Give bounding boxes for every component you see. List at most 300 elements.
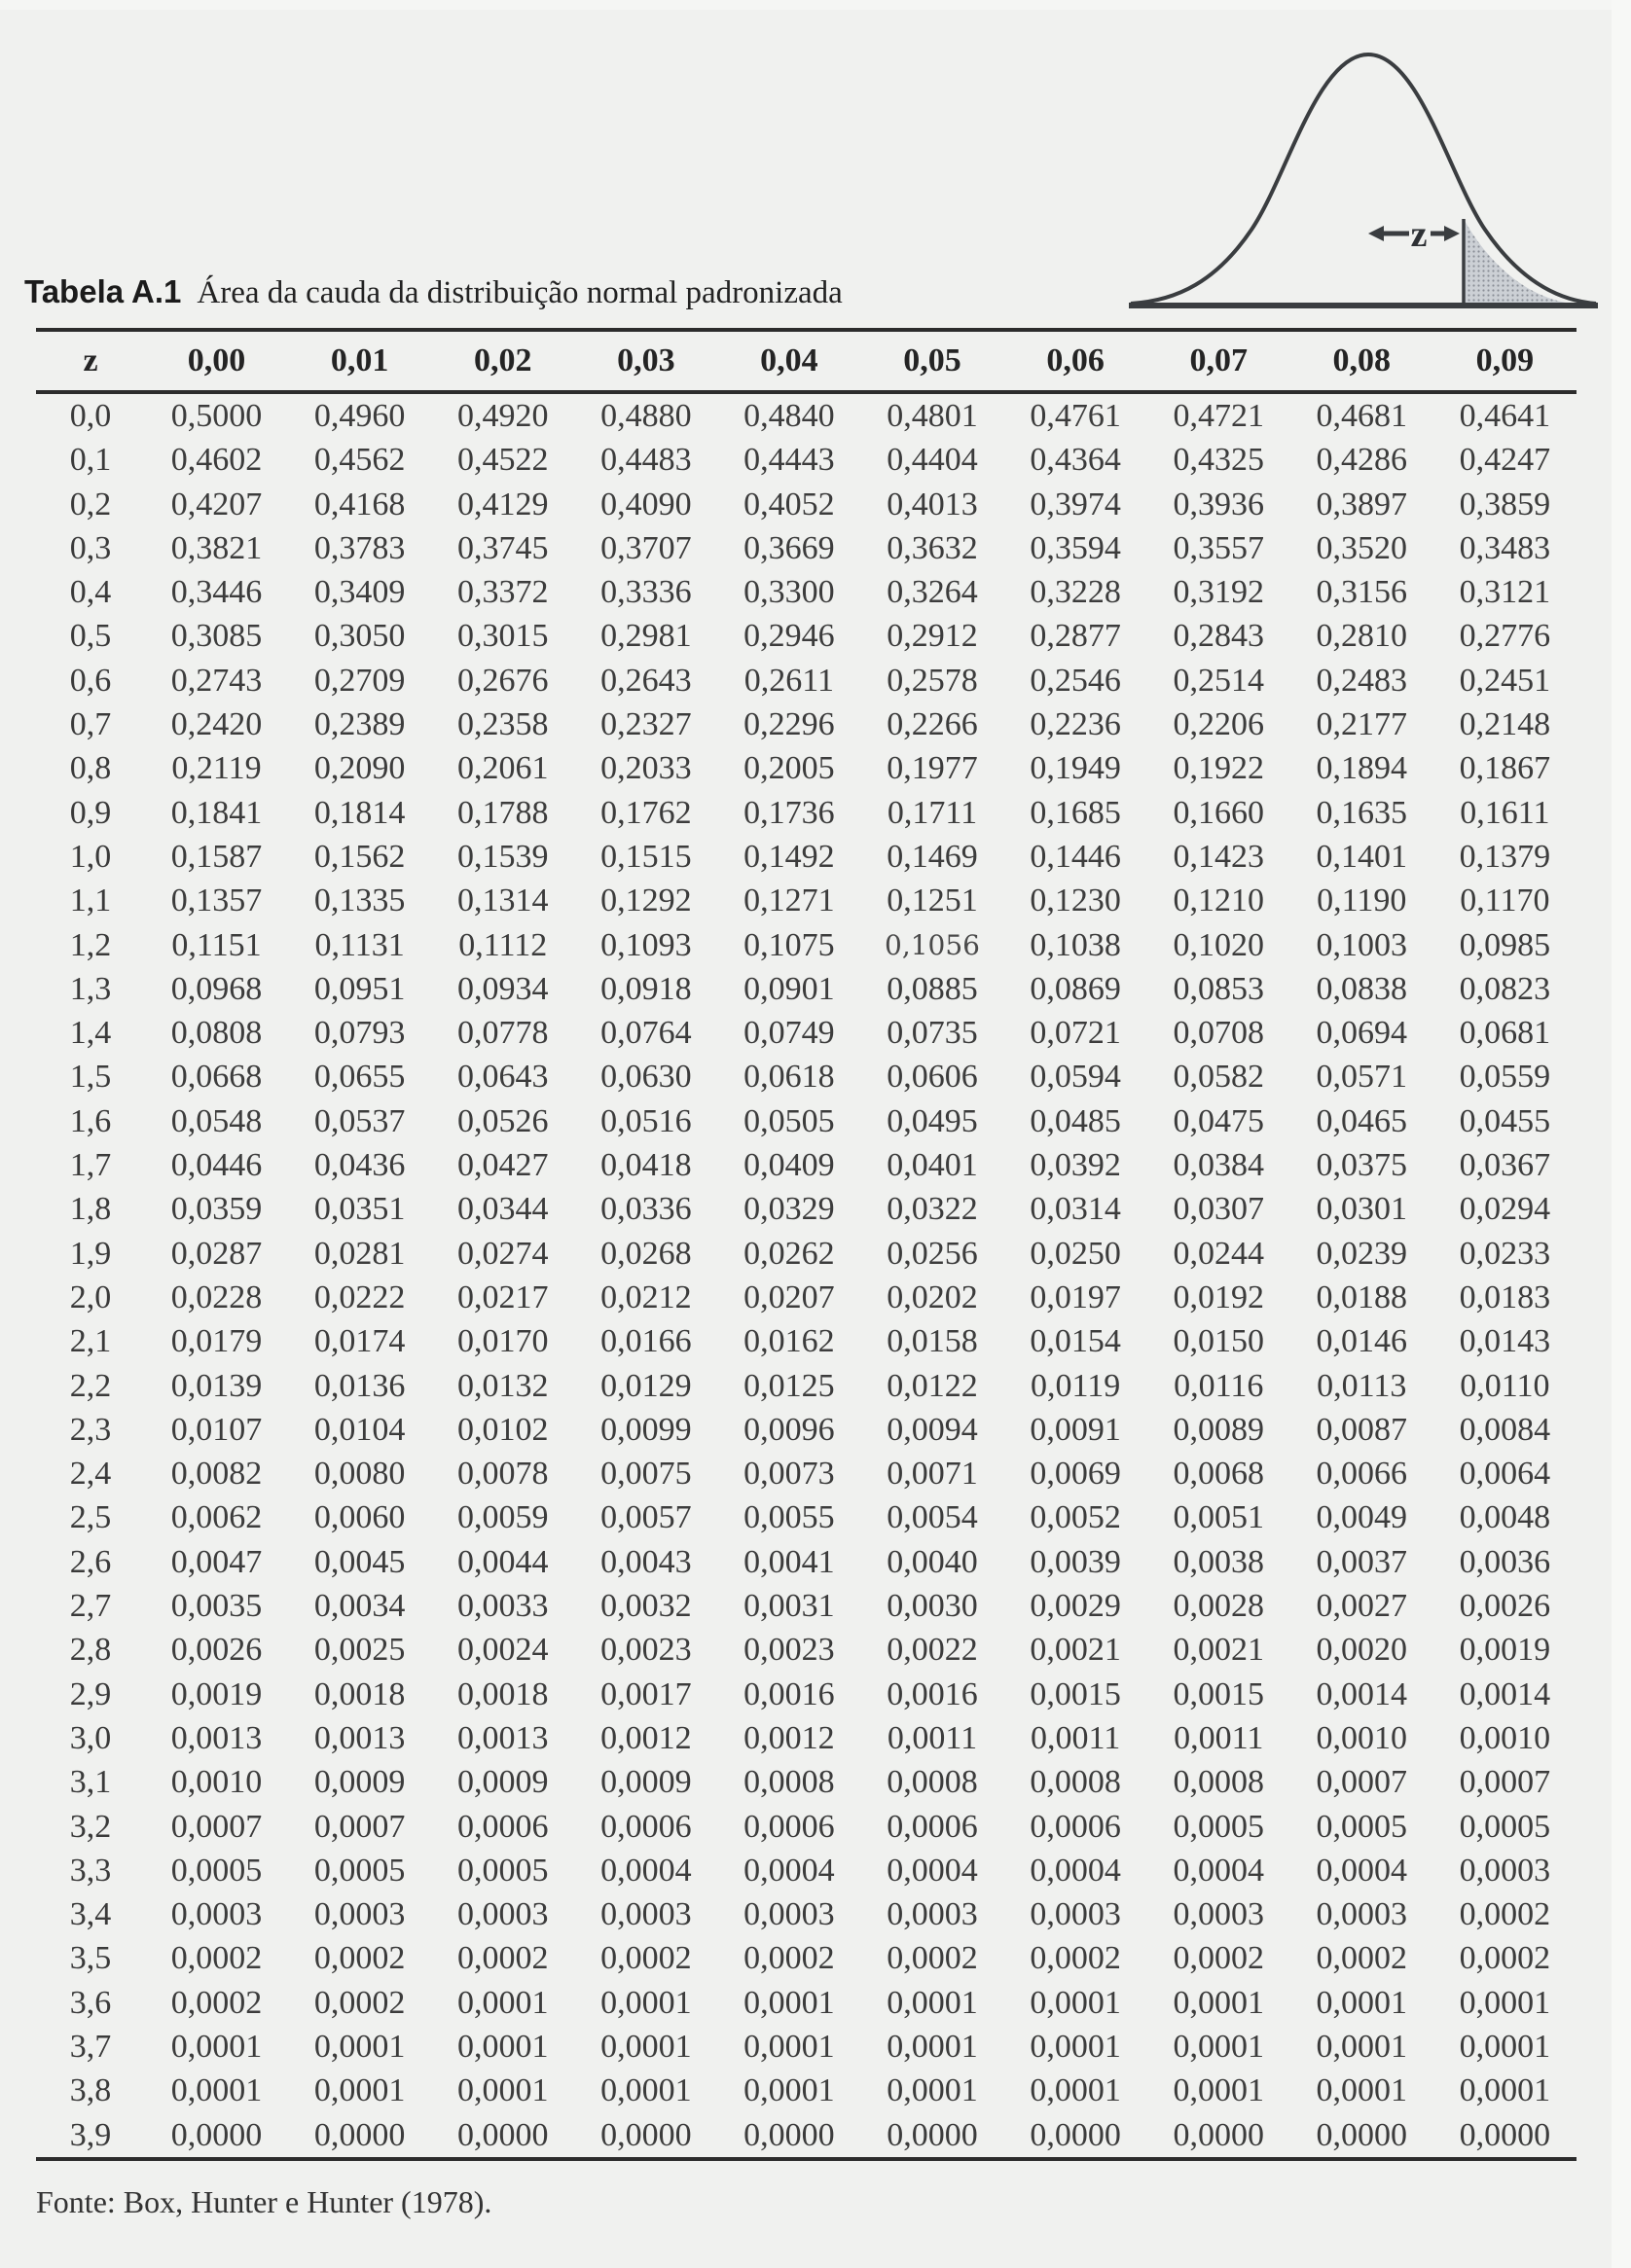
value-cell: 0,2119 <box>171 750 262 787</box>
value-cell: 0,0001 <box>456 2072 549 2109</box>
value-cell: 0,0359 <box>170 1191 263 1228</box>
value-cell: 0,0505 <box>743 1102 835 1139</box>
value-cell: 0,2033 <box>600 750 692 787</box>
value-cell: 0,3228 <box>1030 574 1121 611</box>
left-arrow-icon <box>1368 226 1409 241</box>
value-cell: 0,0146 <box>1316 1323 1408 1360</box>
value-cell: 0,0000 <box>1173 2116 1264 2153</box>
value-cell: 0,0197 <box>1030 1278 1121 1315</box>
value-cell: 0,3745 <box>456 529 549 566</box>
value-cell: 0,1056 <box>885 928 980 961</box>
value-cell: 0,3300 <box>743 574 835 611</box>
value-cell: 0,0016 <box>743 1675 835 1712</box>
header-col: 0,00 <box>187 342 246 378</box>
table-row <box>36 1319 1577 1363</box>
value-cell: 0,0003 <box>1316 1896 1408 1933</box>
table-row <box>36 1673 1577 1716</box>
value-cell: 0,0020 <box>1316 1632 1408 1669</box>
value-cell: 0,0001 <box>887 2028 978 2065</box>
value-cell: 0,0129 <box>600 1367 692 1404</box>
value-cell: 0,4013 <box>887 486 978 522</box>
row-z-label: 3,5 <box>69 1940 112 1977</box>
value-cell: 0,0222 <box>313 1278 406 1315</box>
value-cell: 0,0918 <box>600 970 692 1007</box>
value-cell: 0,0001 <box>1173 2072 1264 2109</box>
table-row <box>36 2025 1577 2069</box>
value-cell: 0,3121 <box>1459 574 1551 611</box>
value-cell: 0,1190 <box>1317 882 1407 919</box>
value-cell: 0,1492 <box>743 838 835 875</box>
value-cell: 0,1841 <box>170 794 263 831</box>
value-cell: 0,5000 <box>170 398 263 434</box>
value-cell: 0,0002 <box>887 1940 978 1977</box>
value-cell: 0,2776 <box>1459 618 1551 655</box>
value-cell: 0,0006 <box>887 1808 978 1845</box>
value-cell: 0,0233 <box>1459 1235 1551 1272</box>
value-cell: 0,0011 <box>1174 1719 1264 1756</box>
value-cell: 0,0071 <box>887 1456 978 1493</box>
value-cell: 0,0018 <box>456 1675 549 1712</box>
value-cell: 0,2148 <box>1459 706 1551 743</box>
value-cell: 0,0006 <box>600 1808 692 1845</box>
table-header-row <box>36 332 1577 390</box>
value-cell: 0,2296 <box>743 706 835 743</box>
value-cell: 0,3085 <box>170 618 263 655</box>
value-cell: 0,2236 <box>1030 706 1121 743</box>
row-z-label: 1,2 <box>69 926 112 963</box>
value-cell: 0,0002 <box>1459 1896 1551 1933</box>
value-cell: 0,4522 <box>456 442 549 479</box>
value-cell: 0,1611 <box>1460 794 1550 831</box>
value-cell: 0,0011 <box>887 1719 978 1756</box>
value-cell: 0,0001 <box>743 1984 835 2021</box>
value-cell: 0,0436 <box>313 1147 406 1184</box>
header-col: 0,01 <box>330 342 389 378</box>
value-cell: 0,0015 <box>1173 1675 1264 1712</box>
table-row <box>36 1892 1577 1936</box>
table-row <box>36 1187 1577 1231</box>
value-cell: 0,0001 <box>600 1984 692 2021</box>
row-z-label: 3,2 <box>69 1808 112 1845</box>
row-z-label: 1,6 <box>69 1102 112 1139</box>
value-cell: 0,2643 <box>600 662 692 699</box>
value-cell: 0,0287 <box>170 1235 263 1272</box>
value-cell: 0,0951 <box>313 970 406 1007</box>
value-cell: 0,1814 <box>313 794 406 831</box>
value-cell: 0,0001 <box>1316 2072 1408 2109</box>
value-cell: 0,3632 <box>887 529 978 566</box>
value-cell: 0,0571 <box>1316 1059 1408 1096</box>
value-cell: 0,0001 <box>1030 1984 1121 2021</box>
value-cell: 0,4483 <box>600 442 692 479</box>
value-cell: 0,0003 <box>1030 1896 1121 1933</box>
value-cell: 0,0017 <box>600 1675 692 1712</box>
value-cell: 0,4761 <box>1030 398 1121 434</box>
row-z-label: 1,8 <box>69 1191 112 1228</box>
value-cell: 0,4840 <box>743 398 835 434</box>
value-cell: 0,0052 <box>1030 1499 1121 1536</box>
row-z-label: 1,7 <box>69 1147 112 1184</box>
value-cell: 0,0051 <box>1173 1499 1264 1536</box>
row-z-label: 2,8 <box>69 1632 112 1669</box>
value-cell: 0,0008 <box>743 1764 835 1801</box>
value-cell: 0,1075 <box>743 926 835 963</box>
value-cell: 0,0094 <box>887 1411 978 1448</box>
value-cell: 0,0006 <box>1030 1808 1121 1845</box>
value-cell: 0,3409 <box>313 574 406 611</box>
value-cell: 0,1379 <box>1459 838 1551 875</box>
value-cell: 0,0007 <box>1316 1764 1408 1801</box>
value-cell: 0,1685 <box>1030 794 1121 831</box>
table-row <box>36 1760 1577 1804</box>
value-cell: 0,1093 <box>600 926 692 963</box>
value-cell: 0,0004 <box>1173 1852 1264 1889</box>
value-cell: 0,0202 <box>887 1278 978 1315</box>
value-cell: 0,0005 <box>1316 1808 1408 1845</box>
table-row <box>36 1716 1577 1760</box>
value-cell: 0,0000 <box>313 2116 406 2153</box>
row-z-label: 2,9 <box>69 1675 112 1712</box>
value-cell: 0,0002 <box>1316 1940 1408 1977</box>
header-col: 0,07 <box>1189 342 1248 378</box>
value-cell: 0,1894 <box>1316 750 1408 787</box>
table-row <box>36 923 1577 967</box>
table-row <box>36 614 1577 658</box>
row-z-label: 3,0 <box>69 1719 112 1756</box>
value-cell: 0,0582 <box>1173 1059 1264 1096</box>
row-z-label: 0,4 <box>69 574 112 611</box>
value-cell: 0,3707 <box>600 529 692 566</box>
value-cell: 0,2877 <box>1030 618 1121 655</box>
value-cell: 0,4602 <box>170 442 263 479</box>
value-cell: 0,0040 <box>887 1543 978 1580</box>
value-cell: 0,0188 <box>1316 1278 1408 1315</box>
value-cell: 0,4443 <box>743 442 835 479</box>
value-cell: 0,0022 <box>887 1632 978 1669</box>
table-row <box>36 1452 1577 1495</box>
value-cell: 0,0001 <box>313 2028 406 2065</box>
value-cell: 0,3050 <box>313 618 406 655</box>
value-cell: 0,0041 <box>743 1543 835 1580</box>
table-row <box>36 1849 1577 1892</box>
value-cell: 0,0011 <box>1030 1719 1121 1756</box>
value-cell: 0,1271 <box>743 882 835 919</box>
table-row <box>36 702 1577 746</box>
table-row <box>36 1011 1577 1055</box>
table-row <box>36 1364 1577 1408</box>
value-cell: 0,0002 <box>1030 1940 1121 1977</box>
value-cell: 0,0630 <box>600 1059 692 1096</box>
value-cell: 0,0000 <box>887 2116 978 2153</box>
value-cell: 0,0021 <box>1173 1632 1264 1669</box>
value-cell: 0,0008 <box>1030 1764 1121 1801</box>
value-cell: 0,4801 <box>887 398 978 434</box>
row-z-label: 2,1 <box>69 1323 112 1360</box>
value-cell: 0,0004 <box>1316 1852 1408 1889</box>
value-cell: 0,0007 <box>170 1808 263 1845</box>
table-row <box>36 659 1577 702</box>
value-cell: 0,1151 <box>171 926 262 963</box>
bell-curve <box>1131 54 1596 304</box>
value-cell: 0,0212 <box>600 1278 692 1315</box>
value-cell: 0,0618 <box>743 1059 835 1096</box>
value-cell: 0,3669 <box>743 529 835 566</box>
table-row <box>36 1981 1577 2025</box>
value-cell: 0,0002 <box>313 1984 406 2021</box>
value-cell: 0,3859 <box>1459 486 1551 522</box>
value-cell: 0,1539 <box>456 838 549 875</box>
value-cell: 0,1736 <box>743 794 835 831</box>
value-cell: 0,0262 <box>743 1235 835 1272</box>
value-cell: 0,0901 <box>743 970 835 1007</box>
value-cell: 0,2206 <box>1173 706 1264 743</box>
value-cell: 0,0024 <box>456 1632 549 1669</box>
value-cell: 0,1251 <box>887 882 978 919</box>
value-cell: 0,3520 <box>1316 529 1408 566</box>
value-cell: 0,0001 <box>1459 2028 1551 2065</box>
value-cell: 0,0004 <box>887 1852 978 1889</box>
value-cell: 0,1949 <box>1030 750 1121 787</box>
value-cell: 0,0934 <box>456 970 549 1007</box>
value-cell: 0,0066 <box>1316 1456 1408 1493</box>
value-cell: 0,3156 <box>1316 574 1408 611</box>
value-cell: 0,1587 <box>170 838 263 875</box>
table-row <box>36 746 1577 790</box>
value-cell: 0,0001 <box>1030 2072 1121 2109</box>
value-cell: 0,2177 <box>1316 706 1408 743</box>
row-z-label: 1,5 <box>69 1059 112 1096</box>
value-cell: 0,4286 <box>1316 442 1408 479</box>
value-cell: 0,4920 <box>456 398 549 434</box>
value-cell: 0,1210 <box>1173 882 1264 919</box>
value-cell: 0,0548 <box>170 1102 263 1139</box>
value-cell: 0,0039 <box>1030 1543 1121 1580</box>
value-cell: 0,3821 <box>170 529 263 566</box>
value-cell: 0,1515 <box>600 838 692 875</box>
header-col: 0,09 <box>1475 342 1535 378</box>
value-cell: 0,0009 <box>456 1764 549 1801</box>
value-cell: 0,0764 <box>600 1015 692 1052</box>
value-cell: 0,0057 <box>600 1499 692 1536</box>
value-cell: 0,0778 <box>456 1015 549 1052</box>
value-cell: 0,2843 <box>1173 618 1264 655</box>
value-cell: 0,2810 <box>1316 618 1408 655</box>
value-cell: 0,0001 <box>1173 2028 1264 2065</box>
value-cell: 0,0003 <box>1459 1852 1551 1889</box>
value-cell: 0,0001 <box>1316 2028 1408 2065</box>
table-row <box>36 1408 1577 1452</box>
value-cell: 0,0001 <box>456 1984 549 2021</box>
value-cell: 0,0023 <box>743 1632 835 1669</box>
value-cell: 0,3936 <box>1173 486 1264 522</box>
value-cell: 0,0401 <box>887 1147 978 1184</box>
value-cell: 0,0455 <box>1459 1102 1551 1139</box>
normal-curve-figure <box>1121 25 1606 313</box>
value-cell: 0,0643 <box>456 1059 549 1096</box>
value-cell: 0,0869 <box>1030 970 1121 1007</box>
value-cell: 0,0001 <box>1459 2072 1551 2109</box>
table-row <box>36 1143 1577 1187</box>
value-cell: 0,0001 <box>743 2028 835 2065</box>
value-cell: 0,0179 <box>170 1323 263 1360</box>
table-header <box>36 332 1577 394</box>
row-z-label: 3,8 <box>69 2072 112 2109</box>
value-cell: 0,0002 <box>743 1940 835 1977</box>
value-cell: 0,0047 <box>170 1543 263 1580</box>
row-z-label: 3,3 <box>69 1852 112 1889</box>
value-cell: 0,1020 <box>1173 926 1264 963</box>
value-cell: 0,0749 <box>743 1015 835 1052</box>
value-cell: 0,0009 <box>313 1764 406 1801</box>
value-cell: 0,0838 <box>1316 970 1408 1007</box>
value-cell: 0,0033 <box>456 1588 549 1625</box>
value-cell: 0,0027 <box>1316 1588 1408 1625</box>
z-distance-label: z <box>1410 214 1428 255</box>
value-cell: 0,0465 <box>1316 1102 1408 1139</box>
table-row <box>36 835 1577 879</box>
value-cell: 0,0001 <box>170 2028 263 2065</box>
value-cell: 0,0000 <box>1030 2116 1121 2153</box>
table-title-text: Área da cauda da distribuição normal padronizada <box>197 275 843 310</box>
value-cell: 0,0026 <box>1459 1588 1551 1625</box>
value-cell: 0,2090 <box>313 750 406 787</box>
value-cell: 0,0668 <box>170 1059 263 1096</box>
value-cell: 0,0044 <box>456 1543 549 1580</box>
value-cell: 0,0082 <box>170 1456 263 1493</box>
table-row <box>36 438 1577 482</box>
table-body <box>36 394 1577 2157</box>
value-cell: 0,0037 <box>1316 1543 1408 1580</box>
value-cell: 0,1867 <box>1459 750 1551 787</box>
row-z-label: 1,3 <box>69 970 112 1007</box>
value-cell: 0,0010 <box>1459 1719 1551 1756</box>
value-cell: 0,0427 <box>456 1147 549 1184</box>
value-cell: 0,0001 <box>1173 1984 1264 2021</box>
table-row <box>36 1584 1577 1628</box>
row-z-label: 2,4 <box>69 1456 112 1493</box>
row-z-label: 0,7 <box>69 706 112 743</box>
value-cell: 0,0000 <box>1316 2116 1408 2153</box>
value-cell: 0,0001 <box>743 2072 835 2109</box>
value-cell: 0,0060 <box>313 1499 406 1536</box>
value-cell: 0,3264 <box>887 574 978 611</box>
value-cell: 0,0336 <box>600 1191 692 1228</box>
value-cell: 0,1788 <box>456 794 549 831</box>
value-cell: 0,2676 <box>456 662 549 699</box>
value-cell: 0,0045 <box>313 1543 406 1580</box>
value-cell: 0,0013 <box>456 1719 549 1756</box>
value-cell: 0,0008 <box>1173 1764 1264 1801</box>
row-z-label: 0,1 <box>69 442 112 479</box>
value-cell: 0,0793 <box>313 1015 406 1052</box>
value-cell: 0,3594 <box>1030 529 1121 566</box>
value-cell: 0,0012 <box>600 1719 692 1756</box>
value-cell: 0,0136 <box>313 1367 406 1404</box>
value-cell: 0,2514 <box>1173 662 1264 699</box>
value-cell: 0,0885 <box>887 970 978 1007</box>
value-cell: 0,0036 <box>1459 1543 1551 1580</box>
value-cell: 0,0735 <box>887 1015 978 1052</box>
value-cell: 0,3783 <box>313 529 406 566</box>
value-cell: 0,1922 <box>1173 750 1264 787</box>
value-cell: 0,0029 <box>1030 1588 1121 1625</box>
value-cell: 0,0007 <box>313 1808 406 1845</box>
value-cell: 0,0119 <box>1030 1367 1121 1404</box>
value-cell: 0,0018 <box>313 1675 406 1712</box>
value-cell: 0,4364 <box>1030 442 1121 479</box>
value-cell: 0,3192 <box>1173 574 1264 611</box>
value-cell: 0,0009 <box>600 1764 692 1801</box>
value-cell: 0,1562 <box>313 838 406 875</box>
value-cell: 0,0274 <box>456 1235 549 1272</box>
value-cell: 0,1357 <box>170 882 263 919</box>
row-z-label: 2,0 <box>69 1278 112 1315</box>
value-cell: 0,1469 <box>887 838 978 875</box>
value-cell: 0,1635 <box>1316 794 1408 831</box>
value-cell: 0,0559 <box>1459 1059 1551 1096</box>
value-cell: 0,0010 <box>1316 1719 1408 1756</box>
value-cell: 0,4404 <box>887 442 978 479</box>
value-cell: 0,1230 <box>1030 882 1121 919</box>
value-cell: 0,0002 <box>170 1984 263 2021</box>
value-cell: 0,0006 <box>456 1808 549 1845</box>
value-cell: 0,4681 <box>1316 398 1408 434</box>
row-z-label: 1,1 <box>69 882 112 919</box>
value-cell: 0,0013 <box>170 1719 263 1756</box>
value-cell: 0,1170 <box>1460 882 1550 919</box>
value-cell: 0,0001 <box>887 1984 978 2021</box>
value-cell: 0,0043 <box>600 1543 692 1580</box>
row-z-label: 2,6 <box>69 1543 112 1580</box>
value-cell: 0,0367 <box>1459 1147 1551 1184</box>
value-cell: 0,0655 <box>313 1059 406 1096</box>
value-cell: 0,0250 <box>1030 1235 1121 1272</box>
value-cell: 0,0001 <box>456 2028 549 2065</box>
table-row <box>36 394 1577 438</box>
value-cell: 0,1038 <box>1030 926 1121 963</box>
value-cell: 0,0028 <box>1173 1588 1264 1625</box>
row-z-label: 0,0 <box>69 398 112 434</box>
value-cell: 0,1292 <box>600 882 692 919</box>
value-cell: 0,3336 <box>600 574 692 611</box>
value-cell: 0,4880 <box>600 398 692 434</box>
value-cell: 0,0102 <box>456 1411 549 1448</box>
value-cell: 0,0002 <box>456 1940 549 1977</box>
table-row <box>36 1232 1577 1276</box>
value-cell: 0,0001 <box>313 2072 406 2109</box>
table-row <box>36 2069 1577 2112</box>
value-cell: 0,0154 <box>1030 1323 1121 1360</box>
row-z-label: 1,4 <box>69 1015 112 1052</box>
value-cell: 0,4207 <box>170 486 263 522</box>
value-cell: 0,0239 <box>1316 1235 1408 1272</box>
value-cell: 0,0606 <box>887 1059 978 1096</box>
value-cell: 0,0091 <box>1030 1411 1121 1448</box>
value-cell: 0,0256 <box>887 1235 978 1272</box>
value-cell: 0,0000 <box>170 2116 263 2153</box>
value-cell: 0,2611 <box>743 662 835 699</box>
value-cell: 0,1423 <box>1173 838 1264 875</box>
table-row <box>36 1805 1577 1849</box>
value-cell: 0,0035 <box>170 1588 263 1625</box>
table-row <box>36 1936 1577 1980</box>
value-cell: 0,0116 <box>1174 1367 1264 1404</box>
table-row <box>36 526 1577 570</box>
value-cell: 0,0002 <box>1173 1940 1264 1977</box>
value-cell: 0,3897 <box>1316 486 1408 522</box>
value-cell: 0,0681 <box>1459 1015 1551 1052</box>
table-row <box>36 570 1577 614</box>
